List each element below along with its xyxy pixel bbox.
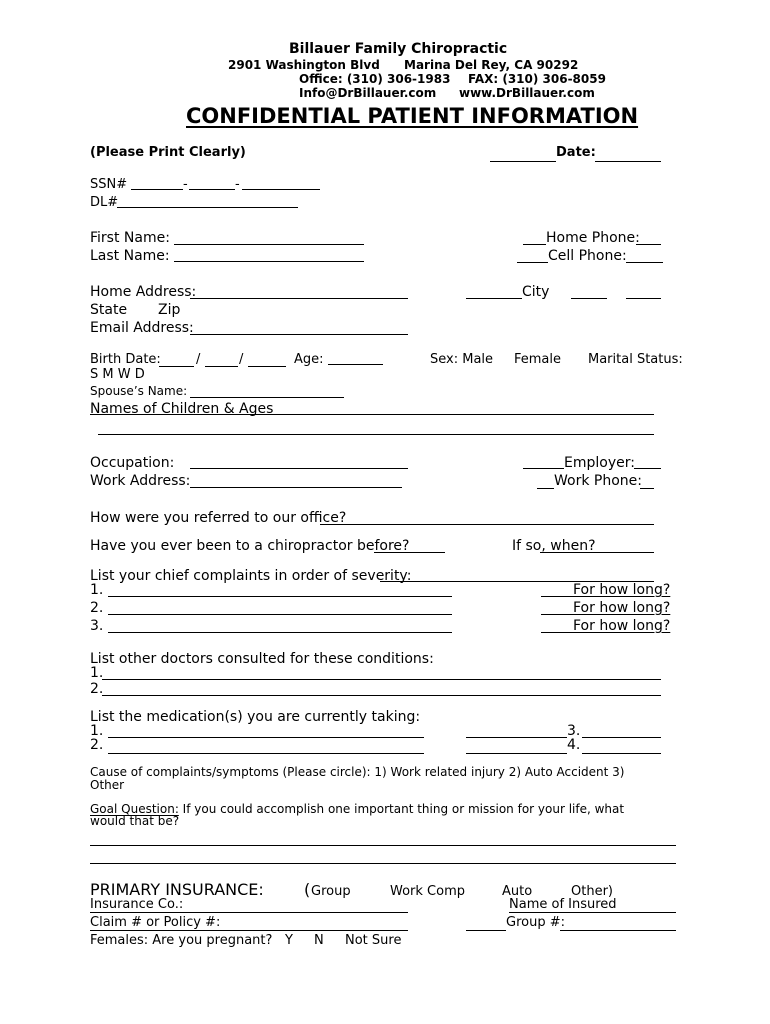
medication-field-4-left (466, 753, 567, 754)
children-field-2[interactable] (98, 434, 654, 435)
insurance-type-group[interactable]: Group (311, 884, 351, 899)
doctors-heading: List other doctors consulted for these conditions: (90, 651, 434, 667)
sex-male-option[interactable]: Sex: Male (430, 352, 494, 367)
birth-date-slash: / (239, 352, 244, 367)
home-address-label: Home Address: (90, 284, 197, 300)
work-phone-line-left (537, 488, 554, 489)
zip-field[interactable] (626, 298, 661, 299)
medication-number: 4. (567, 737, 581, 753)
ssn-dash: - (235, 177, 240, 192)
pregnancy-not-sure-option[interactable]: Not Sure (345, 933, 402, 948)
complaint-field-2[interactable] (108, 614, 452, 615)
goal-field-1[interactable] (90, 845, 676, 846)
first-name-field[interactable] (174, 244, 364, 245)
medication-field-3-left (466, 737, 567, 738)
dl-label: DL# (90, 195, 119, 210)
cause-other-option[interactable]: Other (90, 778, 125, 792)
goal-field-2[interactable] (90, 863, 676, 864)
duration-field-1[interactable] (541, 596, 573, 597)
insurance-type-paren: ( (304, 880, 311, 899)
children-field-1[interactable] (90, 414, 654, 415)
referral-question: How were you referred to our office? (90, 510, 347, 526)
ssn-field-3[interactable] (242, 189, 320, 190)
insurance-type-other[interactable]: Other) (571, 884, 613, 899)
duration-field-3[interactable] (541, 632, 573, 633)
insurance-heading: PRIMARY INSURANCE: (90, 880, 264, 899)
medication-field-4[interactable] (582, 753, 661, 754)
dl-field[interactable] (117, 207, 298, 208)
insurance-type-auto[interactable]: Auto (502, 884, 533, 899)
practice-office-phone: Office: (310) 306-1983 (299, 72, 451, 86)
form-title: CONFIDENTIAL PATIENT INFORMATION (186, 104, 639, 128)
cell-phone-field[interactable] (626, 262, 663, 263)
print-clearly-note: (Please Print Clearly) (90, 145, 246, 160)
date-field[interactable] (595, 161, 661, 162)
occupation-label: Occupation: (90, 455, 175, 471)
practice-name: Billauer Family Chiropractic (289, 41, 508, 57)
date-label: Date: (556, 145, 596, 160)
sex-female-option[interactable]: Female (514, 352, 562, 367)
home-phone-field[interactable] (636, 244, 661, 245)
home-address-field[interactable] (190, 298, 408, 299)
marital-status-label: Marital Status: (588, 352, 683, 367)
marital-status-options[interactable]: S M W D (90, 367, 145, 382)
date-line-left (490, 161, 556, 162)
pregnancy-question: Females: Are you pregnant? (90, 933, 273, 948)
complaint-number: 2. (90, 600, 104, 616)
email-label: Email Address: (90, 320, 194, 336)
cell-phone-label: Cell Phone: (548, 248, 627, 264)
first-name-label: First Name: (90, 230, 170, 246)
employer-line-left (523, 468, 564, 469)
birth-date-label: Birth Date: (90, 352, 161, 367)
ssn-label: SSN# (90, 177, 128, 192)
ssn-dash: - (183, 177, 188, 192)
birth-day-field[interactable] (205, 366, 238, 367)
complaints-heading: List your chief complaints in order of severity: (90, 568, 412, 584)
doctor-field-1[interactable] (102, 679, 661, 680)
practice-email: Info@DrBillauer.com (299, 86, 437, 100)
complaint-number: 1. (90, 582, 104, 598)
ssn-field-2[interactable] (189, 189, 235, 190)
zip-label: Zip (158, 302, 181, 318)
insured-name-field[interactable] (509, 912, 676, 913)
work-address-label: Work Address: (90, 473, 191, 489)
city-label: City (522, 284, 550, 300)
medications-heading: List the medication(s) you are currently taking: (90, 709, 421, 725)
last-name-label: Last Name: (90, 248, 170, 264)
duration-field-2[interactable] (541, 614, 573, 615)
doctor-field-2[interactable] (102, 695, 661, 696)
how-long-label: For how long? (573, 600, 671, 616)
spouse-name-field[interactable] (190, 397, 344, 398)
practice-website: www.DrBillauer.com (459, 86, 595, 100)
work-address-field[interactable] (190, 487, 402, 488)
practice-street: 2901 Washington Blvd (228, 58, 380, 72)
cell-phone-line-left (517, 262, 548, 263)
medication-field-3[interactable] (582, 737, 661, 738)
when-label: If so, when? (512, 538, 596, 554)
email-field[interactable] (190, 334, 408, 335)
practice-city: Marina Del Rey, CA 90292 (404, 58, 579, 72)
ssn-field-1[interactable] (131, 189, 183, 190)
age-field[interactable] (328, 364, 383, 365)
last-name-field[interactable] (174, 261, 364, 262)
group-number-line-left (466, 930, 506, 931)
age-label: Age: (294, 352, 324, 367)
insured-name-label: Name of Insured (509, 897, 617, 912)
medication-number: 3. (567, 723, 581, 739)
how-long-label: For how long? (573, 582, 671, 598)
referral-field[interactable] (320, 524, 654, 525)
spouse-name-label: Spouse’s Name: (90, 384, 188, 398)
medication-field-1[interactable] (108, 737, 424, 738)
state-field[interactable] (571, 298, 607, 299)
goal-question-label: Goal Question: (90, 802, 179, 816)
state-label: State (90, 302, 128, 318)
birth-month-field[interactable] (159, 366, 194, 367)
home-phone-label: Home Phone: (546, 230, 640, 246)
work-phone-label: Work Phone: (554, 473, 642, 489)
children-label: Names of Children & Ages (90, 401, 274, 417)
complaint-field-1[interactable] (108, 596, 452, 597)
medication-number: 1. (90, 723, 104, 739)
chiropractor-question: Have you ever been to a chiropractor before? (90, 538, 410, 554)
insurance-type-work-comp[interactable]: Work Comp (390, 884, 465, 899)
goal-question-line-2: would that be? (90, 814, 180, 828)
when-field[interactable] (540, 552, 654, 553)
chiropractor-field[interactable] (374, 552, 445, 553)
employer-field[interactable] (634, 468, 661, 469)
pregnancy-no-option[interactable]: N (314, 933, 324, 948)
insurance-company-label: Insurance Co.: (90, 897, 184, 912)
birth-year-field[interactable] (248, 366, 286, 367)
city-field[interactable] (466, 298, 522, 299)
insurance-company-field[interactable] (90, 912, 408, 913)
claim-policy-label: Claim # or Policy #: (90, 915, 221, 930)
employer-label: Employer: (564, 455, 635, 471)
claim-policy-field[interactable] (90, 930, 408, 931)
medication-field-2[interactable] (108, 753, 424, 754)
pregnancy-yes-option[interactable]: Y (285, 933, 293, 948)
cause-question[interactable]: Cause of complaints/symptoms (Please circle): 1) Work related injury 2) Auto Accident 3) (90, 765, 625, 779)
group-number-label: Group #: (506, 915, 565, 930)
doctor-number: 1. (90, 665, 104, 681)
birth-date-slash: / (196, 352, 201, 367)
how-long-label: For how long? (573, 618, 671, 634)
group-number-field[interactable] (560, 930, 676, 931)
complaint-field-3[interactable] (108, 632, 452, 633)
work-phone-field[interactable] (640, 488, 654, 489)
medication-number: 2. (90, 737, 104, 753)
practice-fax: FAX: (310) 306-8059 (468, 72, 606, 86)
doctor-number: 2. (90, 681, 104, 697)
occupation-field[interactable] (190, 468, 408, 469)
complaint-number: 3. (90, 618, 104, 634)
goal-question-text: If you could accomplish one important thing or mission for your life, what (178, 802, 625, 816)
home-phone-line-left (523, 244, 546, 245)
